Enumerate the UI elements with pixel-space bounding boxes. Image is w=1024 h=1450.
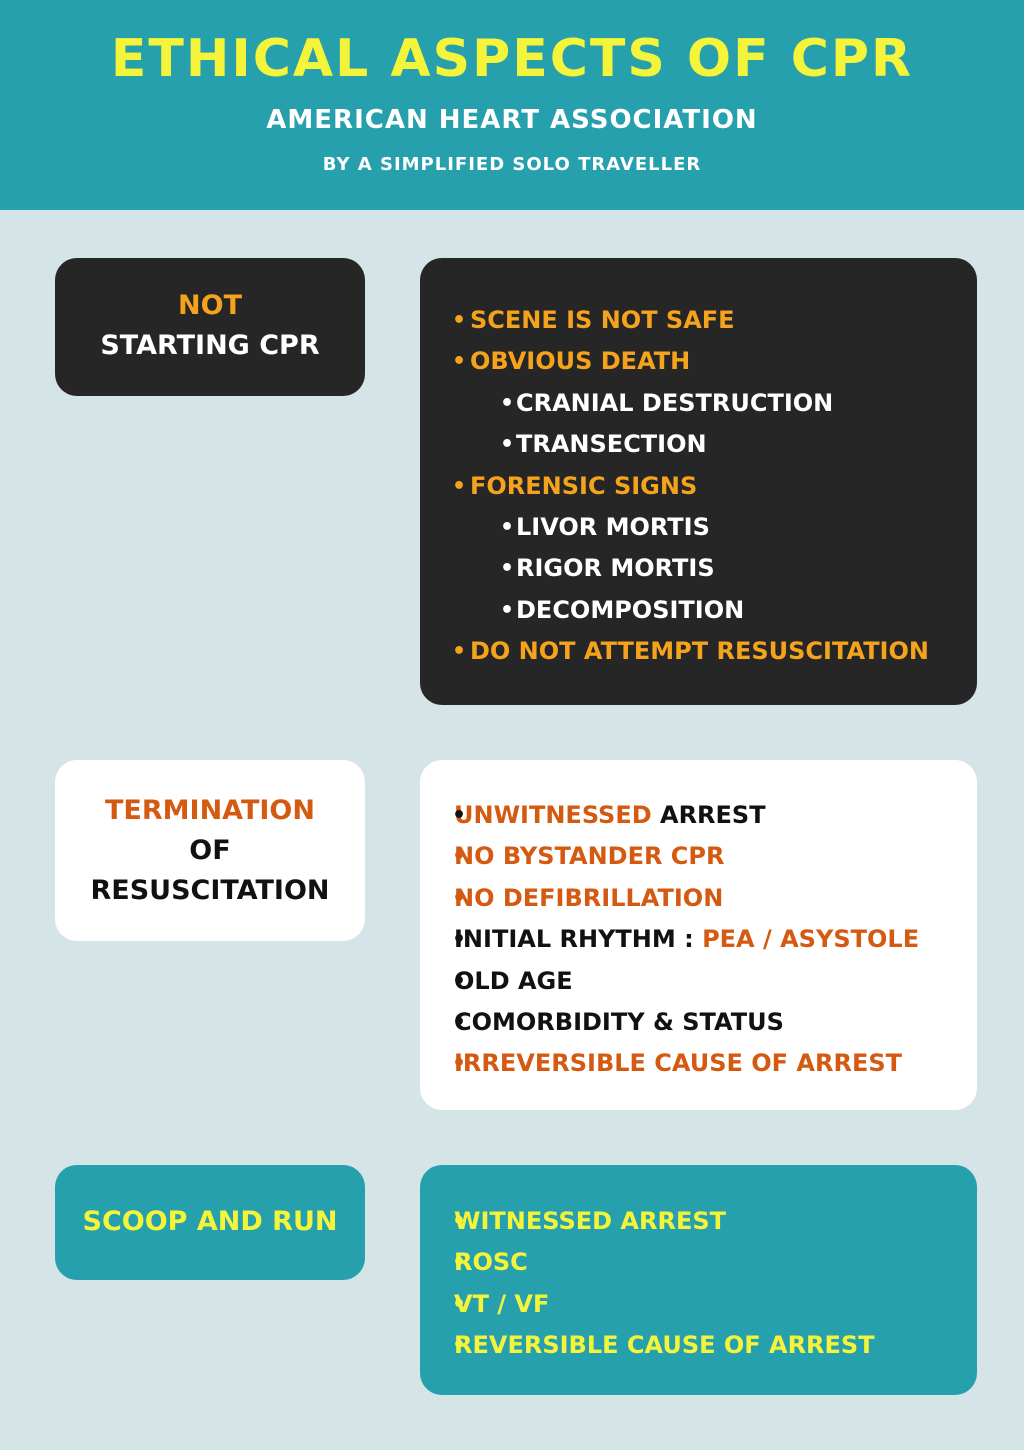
rhythm-label: INITIAL RHYTHM : xyxy=(454,925,703,954)
scoop-label-box xyxy=(55,1165,365,1280)
not-starting-label-top: NOT xyxy=(178,290,242,321)
list-item: • DO NOT ATTEMPT RESUSCITATION xyxy=(420,631,977,672)
list-item: • NO BYSTANDER CPR xyxy=(420,836,977,877)
list-item: • IRREVERSIBLE CAUSE OF ARREST xyxy=(420,1043,977,1084)
page-subtitle: AMERICAN HEART ASSOCIATION xyxy=(266,105,758,135)
not-starting-label-bottom: STARTING CPR xyxy=(100,330,320,361)
list-item: • SCENE IS NOT SAFE xyxy=(420,300,977,341)
list-item: • VT / VF xyxy=(420,1284,977,1325)
list-item: • FORENSIC SIGNS xyxy=(420,466,977,507)
not-starting-label-box xyxy=(55,258,365,396)
arrest-text: ARREST xyxy=(651,801,766,829)
scoop-list-box xyxy=(420,1165,977,1395)
list-item: • WITNESSED ARREST xyxy=(420,1201,977,1242)
header-banner xyxy=(0,0,1024,210)
list-item: • RIGOR MORTIS xyxy=(420,548,977,589)
unwitnessed-text: UNWITNESSED xyxy=(454,801,652,829)
list-item: • CRANIAL DESTRUCTION xyxy=(420,383,977,424)
list-item: • OBVIOUS DEATH xyxy=(420,341,977,382)
termination-label-box xyxy=(55,760,365,941)
not-starting-list-box xyxy=(420,258,977,705)
list-item xyxy=(420,919,977,960)
termination-label-line3: RESUSCITATION xyxy=(90,875,330,906)
list-item: • COMORBIDITY & STATUS xyxy=(420,1002,977,1043)
termination-list-box xyxy=(420,760,977,1110)
rhythm-value: PEA / ASYSTOLE xyxy=(702,925,920,954)
list-item: • DECOMPOSITION xyxy=(420,590,977,631)
termination-list xyxy=(420,795,977,1085)
scoop-label: SCOOP AND RUN xyxy=(82,1206,338,1237)
list-item xyxy=(420,795,977,836)
termination-label-line2: OF xyxy=(189,835,231,866)
list-item: • OLD AGE xyxy=(420,961,977,1002)
list-item: • ROSC xyxy=(420,1242,977,1283)
not-starting-list xyxy=(420,300,977,673)
scoop-list xyxy=(420,1201,977,1367)
page-title: ETHICAL ASPECTS OF CPR xyxy=(110,29,914,89)
list-item: • NO DEFIBRILLATION xyxy=(420,878,977,919)
termination-label-line1: TERMINATION xyxy=(105,795,315,826)
list-item: • TRANSECTION xyxy=(420,424,977,465)
list-item: • LIVOR MORTIS xyxy=(420,507,977,548)
list-item: • REVERSIBLE CAUSE OF ARREST xyxy=(420,1325,977,1366)
page-byline: BY A SIMPLIFIED SOLO TRAVELLER xyxy=(322,154,702,175)
